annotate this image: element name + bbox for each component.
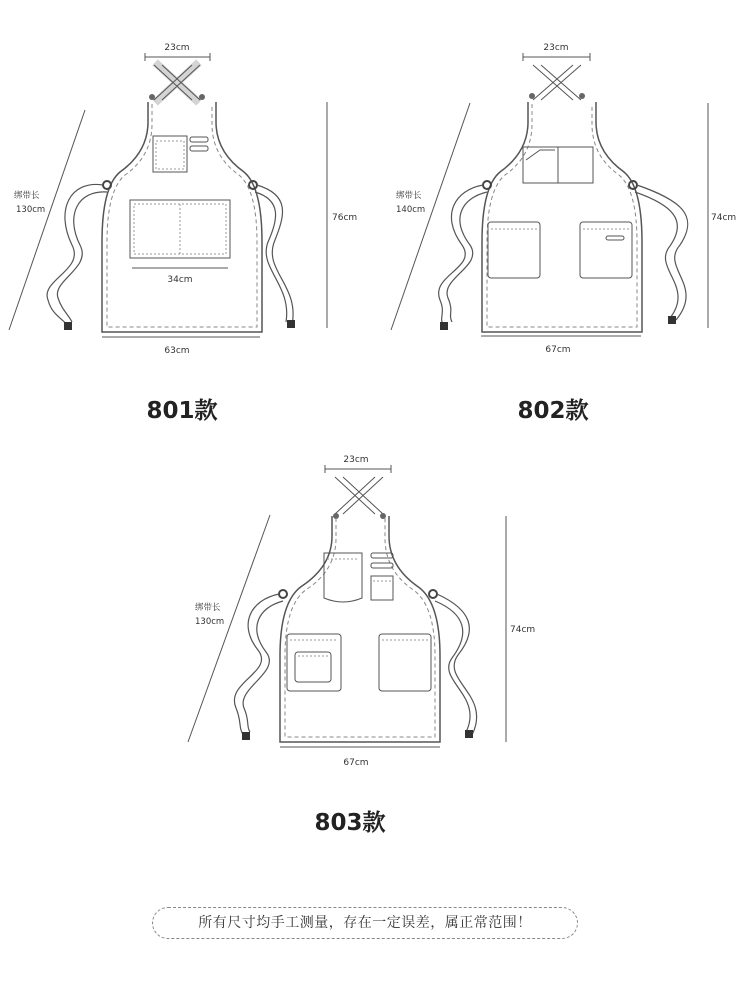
apron-801	[9, 43, 357, 424]
tie-length-label: 130cm	[16, 205, 46, 215]
model-label: 803款	[314, 810, 386, 836]
bottom-width-label: 67cm	[343, 758, 369, 768]
strap-width-label: 23cm	[343, 455, 369, 465]
bottom-width-label: 67cm	[545, 345, 571, 355]
apron-802	[391, 43, 736, 424]
height-label: 74cm	[510, 625, 536, 635]
tie-label: 绑带长	[396, 191, 422, 201]
pocket-width-label: 34cm	[167, 275, 193, 285]
apron-803	[188, 455, 535, 836]
height-label: 74cm	[711, 213, 737, 223]
tie-label: 绑带长	[14, 191, 40, 201]
tie-length-label: 130cm	[195, 617, 225, 627]
height-label: 76cm	[332, 213, 358, 223]
strap-width-label: 23cm	[164, 43, 190, 53]
model-label: 802款	[517, 398, 589, 424]
model-label: 801款	[146, 398, 218, 424]
bottom-width-label: 63cm	[164, 346, 190, 356]
tie-dimension-line	[188, 515, 270, 742]
measurement-notice: 所有尺寸均手工测量，存在一定误差，属正常范围！	[152, 907, 578, 939]
tie-label: 绑带长	[195, 603, 221, 613]
strap-width-label: 23cm	[543, 43, 569, 53]
tie-dimension-line	[391, 103, 470, 330]
tie-length-label: 140cm	[396, 205, 426, 215]
